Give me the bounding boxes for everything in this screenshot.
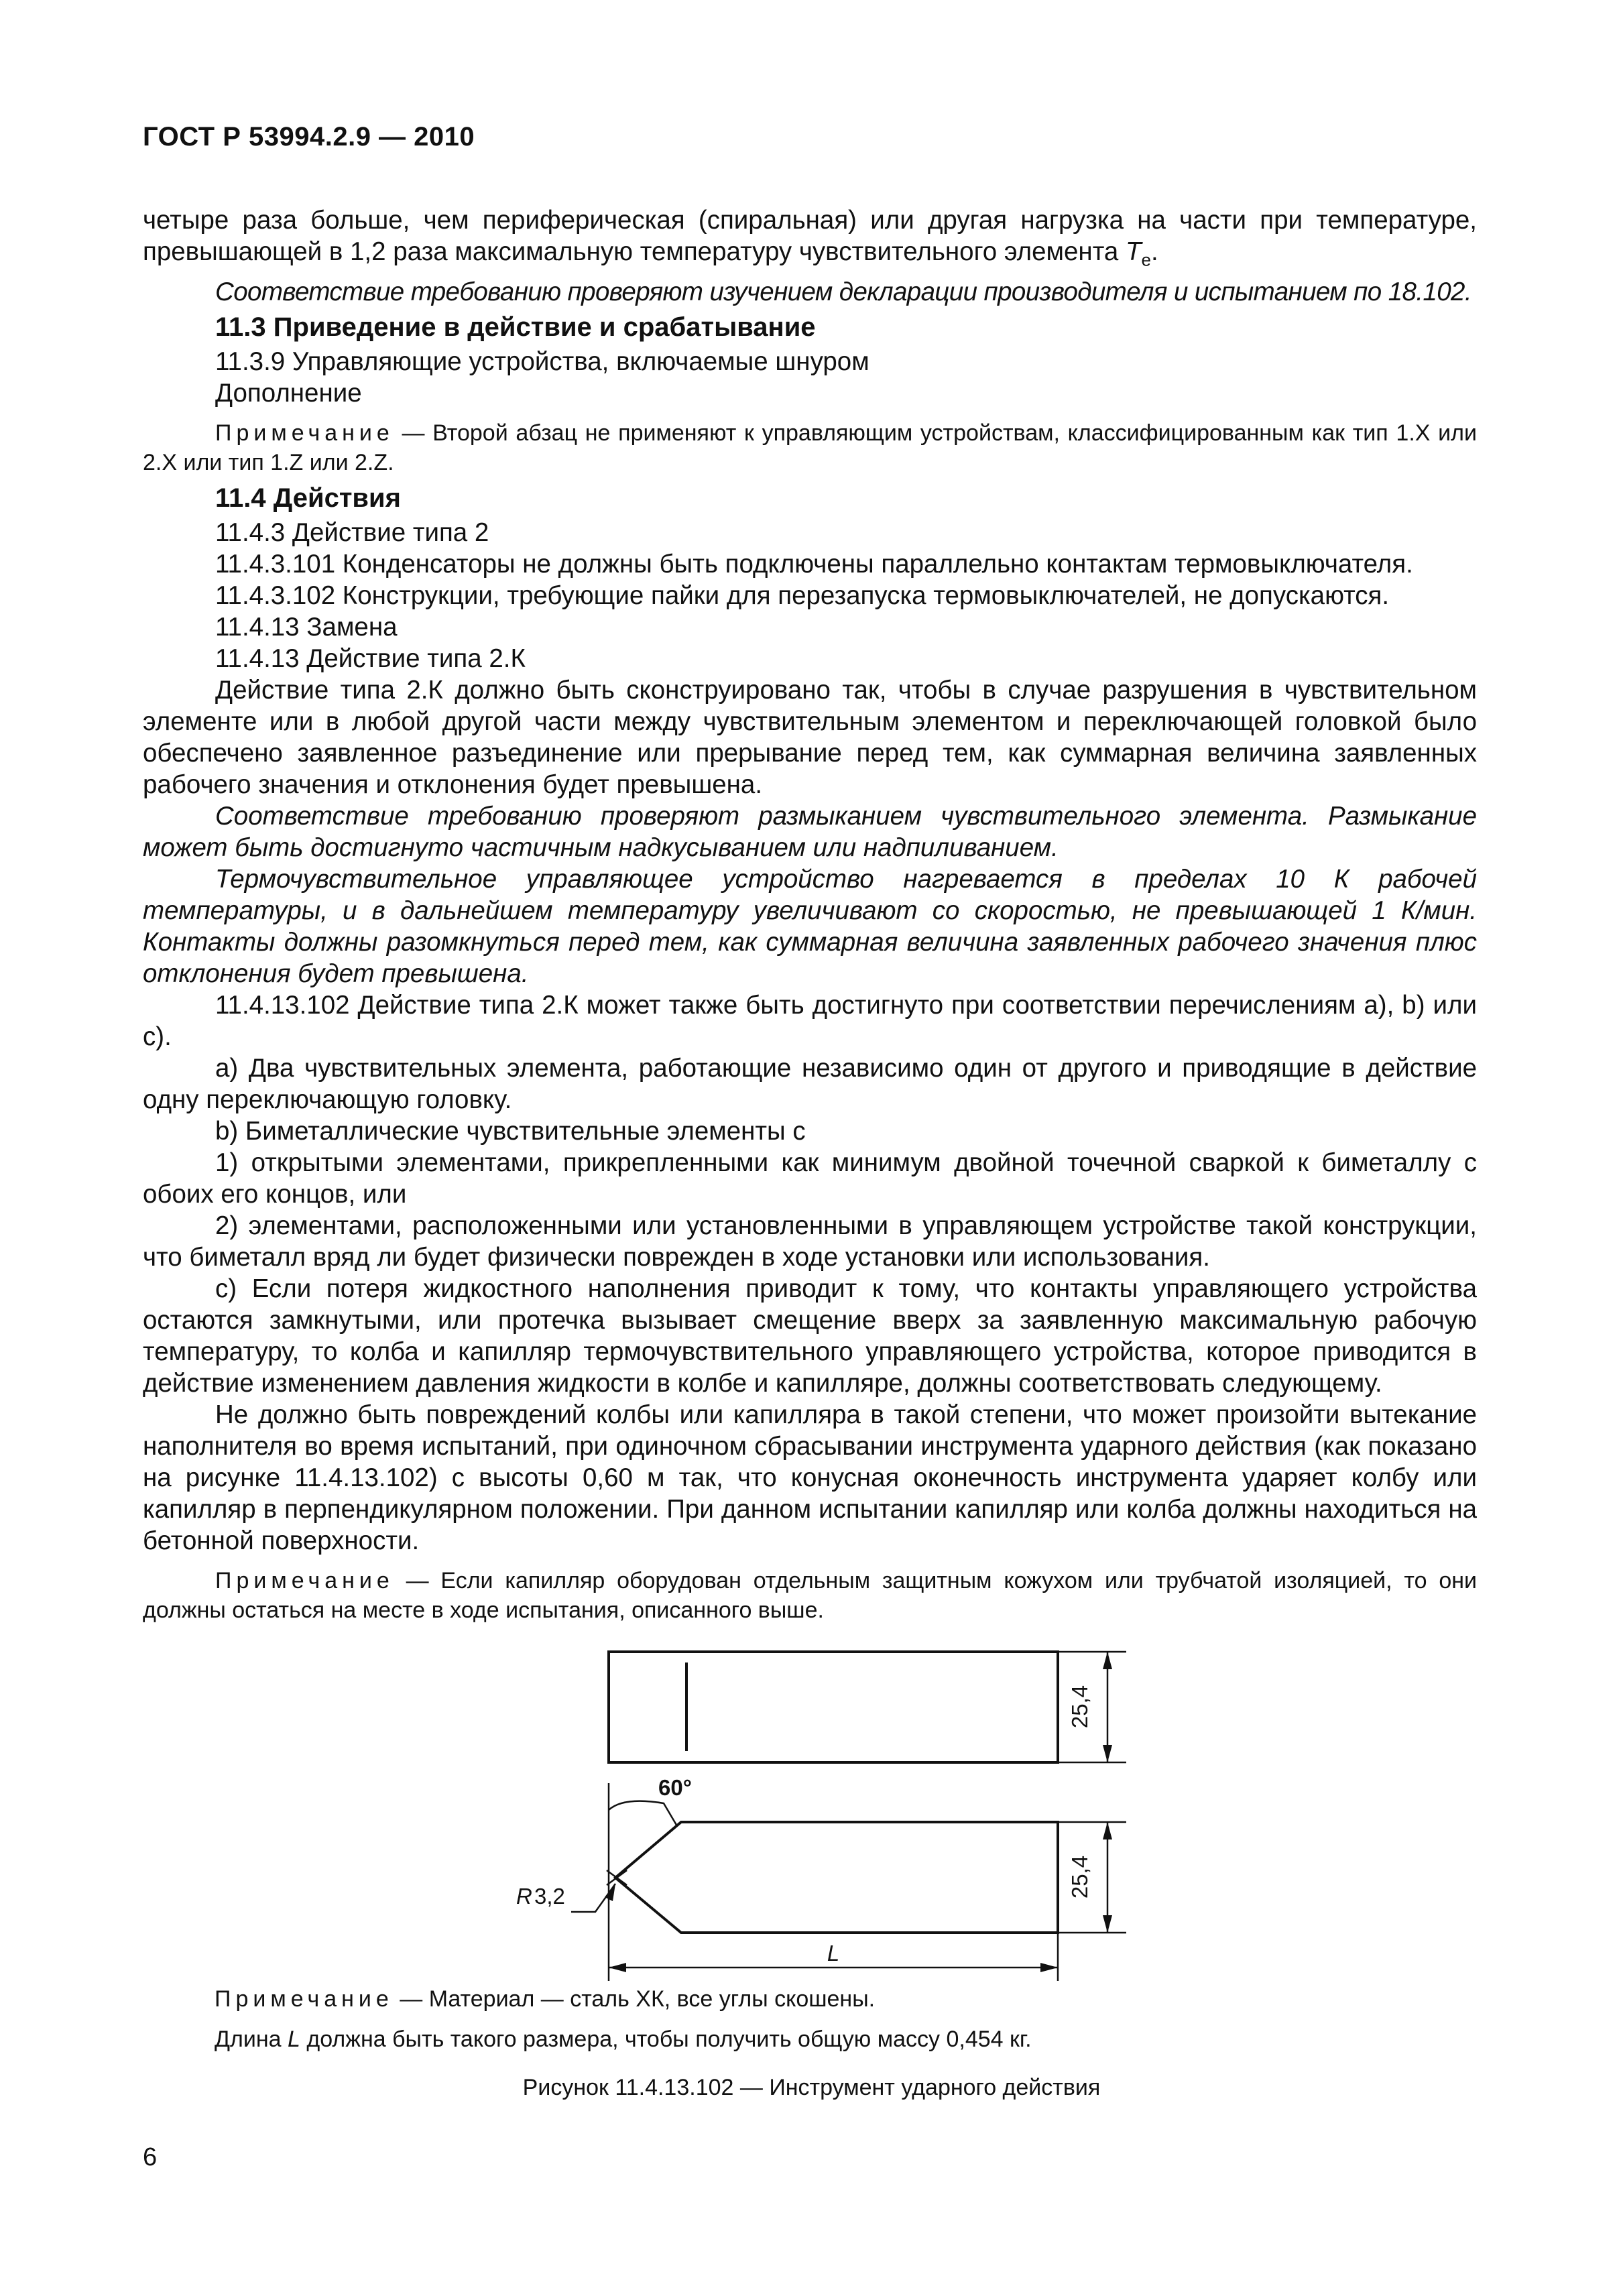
paragraph-11-4-3-101: 11.4.3.101 Конденсаторы не должны быть подключены параллельно контактам термовыключателя. xyxy=(215,549,1413,579)
list-item-a: a) Два чувствительных элемента, работающие независимо один от другого и приводящие в действие одну переключающую головку. xyxy=(143,1053,1477,1114)
radius-symbol: R xyxy=(516,1884,532,1909)
paragraph-compliance-2: Соответствие требованию проверяют размыканием чувствительного элемента. Размыкание может быть достигнуто частичным надкусыванием или надпиливанием. xyxy=(143,801,1477,862)
note-2: Примечание — Если капилляр оборудован отдельным защитным кожухом или трубчатой изоляцией, то они должны остаться на месте в ходе испытания, описанного выше. xyxy=(143,1567,1477,1623)
radius-leader xyxy=(571,1884,615,1912)
paragraph-11-4-3-102: 11.4.3.102 Конструкции, требующие пайки для перезапуска термовыключателей, не допускаются. xyxy=(215,581,1390,610)
radius-value: 3,2 xyxy=(534,1884,565,1909)
dimension-label-top: 25,4 xyxy=(1067,1685,1092,1729)
paragraph-thermal-test: Термочувствительное управляющее устройство нагревается в пределах 10 К рабочей температуры, и в дальнейшем температуру увеличивают со скоростью, не превышающей 1 К/мин. Контакты должны разомкнуться перед тем, как суммарная величина заявленных рабочего значения плюс отклонения будет превышена. xyxy=(143,864,1477,988)
paragraph-type-2k: Действие типа 2.К должно быть сконструировано так, чтобы в случае разрушения в чувствительном элементе или в любой другой части между чувствительным элементом и переключающей головкой было обеспечено заявленное разъединение или прерывание перед тем, как суммарная величина заявленных рабочего значения и отклонения будет превышена. xyxy=(143,675,1477,799)
list-item-b: b) Биметаллические чувствительные элементы с xyxy=(215,1116,806,1146)
paragraph-continuation: четыре раза больше, чем периферическая (спиральная) или другая нагрузка на части при температуре, превышающей в 1,2 раза максимальную температуру чувствительного элемента $T_e$. xyxy=(143,206,1477,270)
paragraph-11-4-13-replace: 11.4.13 Замена xyxy=(215,612,398,642)
list-item-c: c) Если потеря жидкостного наполнения приводит к тому, что контакты управляющего устройства остаются замкнутыми, или протечка вызывает смещение вверх за заявленную максимальную рабочую температуру, то колба и капилляр термочувствительного управляющего устройства, которое приводится в действие изменением давления жидкости в колбе и капилляре, должны соответствовать следующему. xyxy=(143,1274,1477,1398)
page-number: 6 xyxy=(143,2143,158,2171)
document-header: ГОСТ Р 53994.2.9 — 2010 xyxy=(143,122,475,152)
heading-11-4: 11.4 Действия xyxy=(215,483,401,513)
figure-length-note: Длина L должна быть такого размера, чтобы получить общую массу 0,454 кг. xyxy=(215,2027,1032,2052)
tool-top-view xyxy=(609,1652,1058,1762)
paragraph-compliance: Соответствие требованию проверяют изучением декларации производителя и испытанием по 18.102. xyxy=(215,277,1471,306)
heading-11-3: 11.3 Приведение в действие и срабатывание xyxy=(215,312,816,342)
list-item-b2: 2) элементами, расположенными или установленными в управляющем устройстве такой конструкции, что биметалл вряд ли будет физически поврежден в ходе установки или использования. xyxy=(143,1211,1477,1272)
length-label: L xyxy=(827,1941,840,1966)
note-1: Примечание — Второй абзац не применяют к управляющим устройствам, классифицированным как тип 1.X или 2.X или тип 1.Z или 2.Z. xyxy=(143,420,1477,475)
list-item-b1: 1) открытыми элементами, прикрепленными как минимум двойной точечной сваркой к биметаллу с обоих его концов, или xyxy=(143,1148,1477,1209)
tool-side-view xyxy=(615,1822,1058,1933)
angle-arc xyxy=(609,1801,677,1826)
paragraph-11-4-13-102: 11.4.13.102 Действие типа 2.К может также быть достигнуто при соответствии перечислениям a), b) или c). xyxy=(143,990,1477,1051)
document-body xyxy=(143,204,1477,1625)
paragraph-11-4-3: 11.4.3 Действие типа 2 xyxy=(215,518,489,547)
figure-note: Примечание — Материал — сталь ХК, все углы скошены. xyxy=(215,1986,876,2012)
paragraph-11-3-9: 11.3.9 Управляющие устройства, включаемые шнуром xyxy=(215,347,869,376)
dimension-label-bottom: 25,4 xyxy=(1067,1855,1092,1899)
paragraph-addition: Дополнение xyxy=(215,378,362,408)
paragraph-no-damage: Не должно быть повреждений колбы или капилляра в такой степени, что может произойти вытекание наполнителя во время испытаний, при одиночном сбрасывании инструмента ударного действия (как показано на рисунке 11.4.13.102) с высоты 0,60 м так, что конусная оконечность инструмента ударяет колбу или капилляр в перпендикулярном положении. При данном испытании капилляр или колба должны находиться на бетонной поверхности. xyxy=(143,1400,1477,1555)
angle-label: 60° xyxy=(658,1775,692,1800)
figure-caption: Рисунок 11.4.13.102 — Инструмент ударного действия xyxy=(522,2075,1101,2100)
paragraph-11-4-13-type: 11.4.13 Действие типа 2.К xyxy=(215,644,526,673)
